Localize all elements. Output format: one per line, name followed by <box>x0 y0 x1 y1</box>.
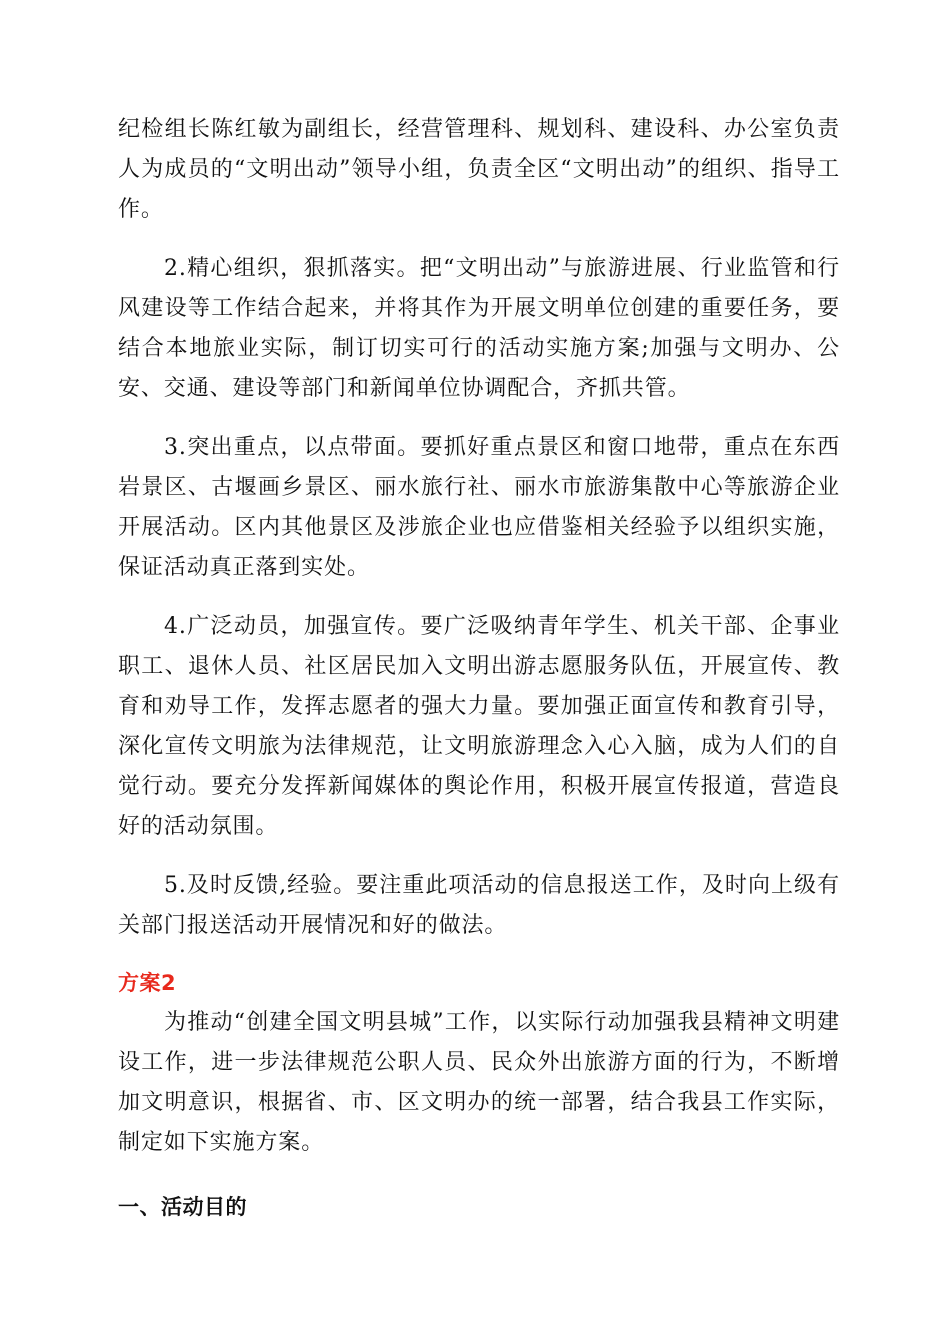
paragraph-leadership-group: 纪检组长陈红敏为副组长，经营管理科、规划科、建设科、办公室负责人为成员的“文明出动”领导小组，负责全区“文明出动”的组织、指导工作。 <box>118 117 840 222</box>
document-page <box>118 110 840 1225</box>
section-heading-plan-2: 方案2 <box>118 971 177 995</box>
subheading-activity-purpose: 一、活动目的 <box>118 1195 247 1219</box>
paragraph-item-2: 2.精心组织，狠抓落实。把“文明出动”与旅游进展、行业监管和行风建设等工作结合起来，并将其作为开展文明单位创建的重要任务，要结合本地旅业实际，制订切实可行的活动实施方案;加强与文明办、公安、交通、建设等部门和新闻单位协调配合，齐抓共管。 <box>118 256 840 401</box>
paragraph-item-5: 5.及时反馈,经验。要注重此项活动的信息报送工作，及时向上级有关部门报送活动开展情况和好的做法。 <box>118 873 840 938</box>
paragraph-plan-2-intro: 为推动“创建全国文明县城”工作，以实际行动加强我县精神文明建设工作，进一步法律规范公职人员、民众外出旅游方面的行为，不断增加文明意识，根据省、市、区文明办的统一部署，结合我县工作实际，制定如下实施方案。 <box>118 1010 840 1155</box>
paragraph-item-4: 4.广泛动员，加强宣传。要广泛吸纳青年学生、机关干部、企事业职工、退休人员、社区居民加入文明出游志愿服务队伍，开展宣传、教育和劝导工作，发挥志愿者的强大力量。要加强正面宣传和教育引导，深化宣传文明旅为法律规范，让文明旅游理念入心入脑，成为人们的自觉行动。要充分发挥新闻媒体的舆论作用，积极开展宣传报道，营造良好的活动氛围。 <box>118 614 840 839</box>
paragraph-item-3: 3.突出重点，以点带面。要抓好重点景区和窗口地带，重点在东西岩景区、古堰画乡景区、丽水旅行社、丽水市旅游集散中心等旅游企业开展活动。区内其他景区及涉旅企业也应借鉴相关经验予以组织实施，保证活动真正落到实处。 <box>118 435 840 580</box>
